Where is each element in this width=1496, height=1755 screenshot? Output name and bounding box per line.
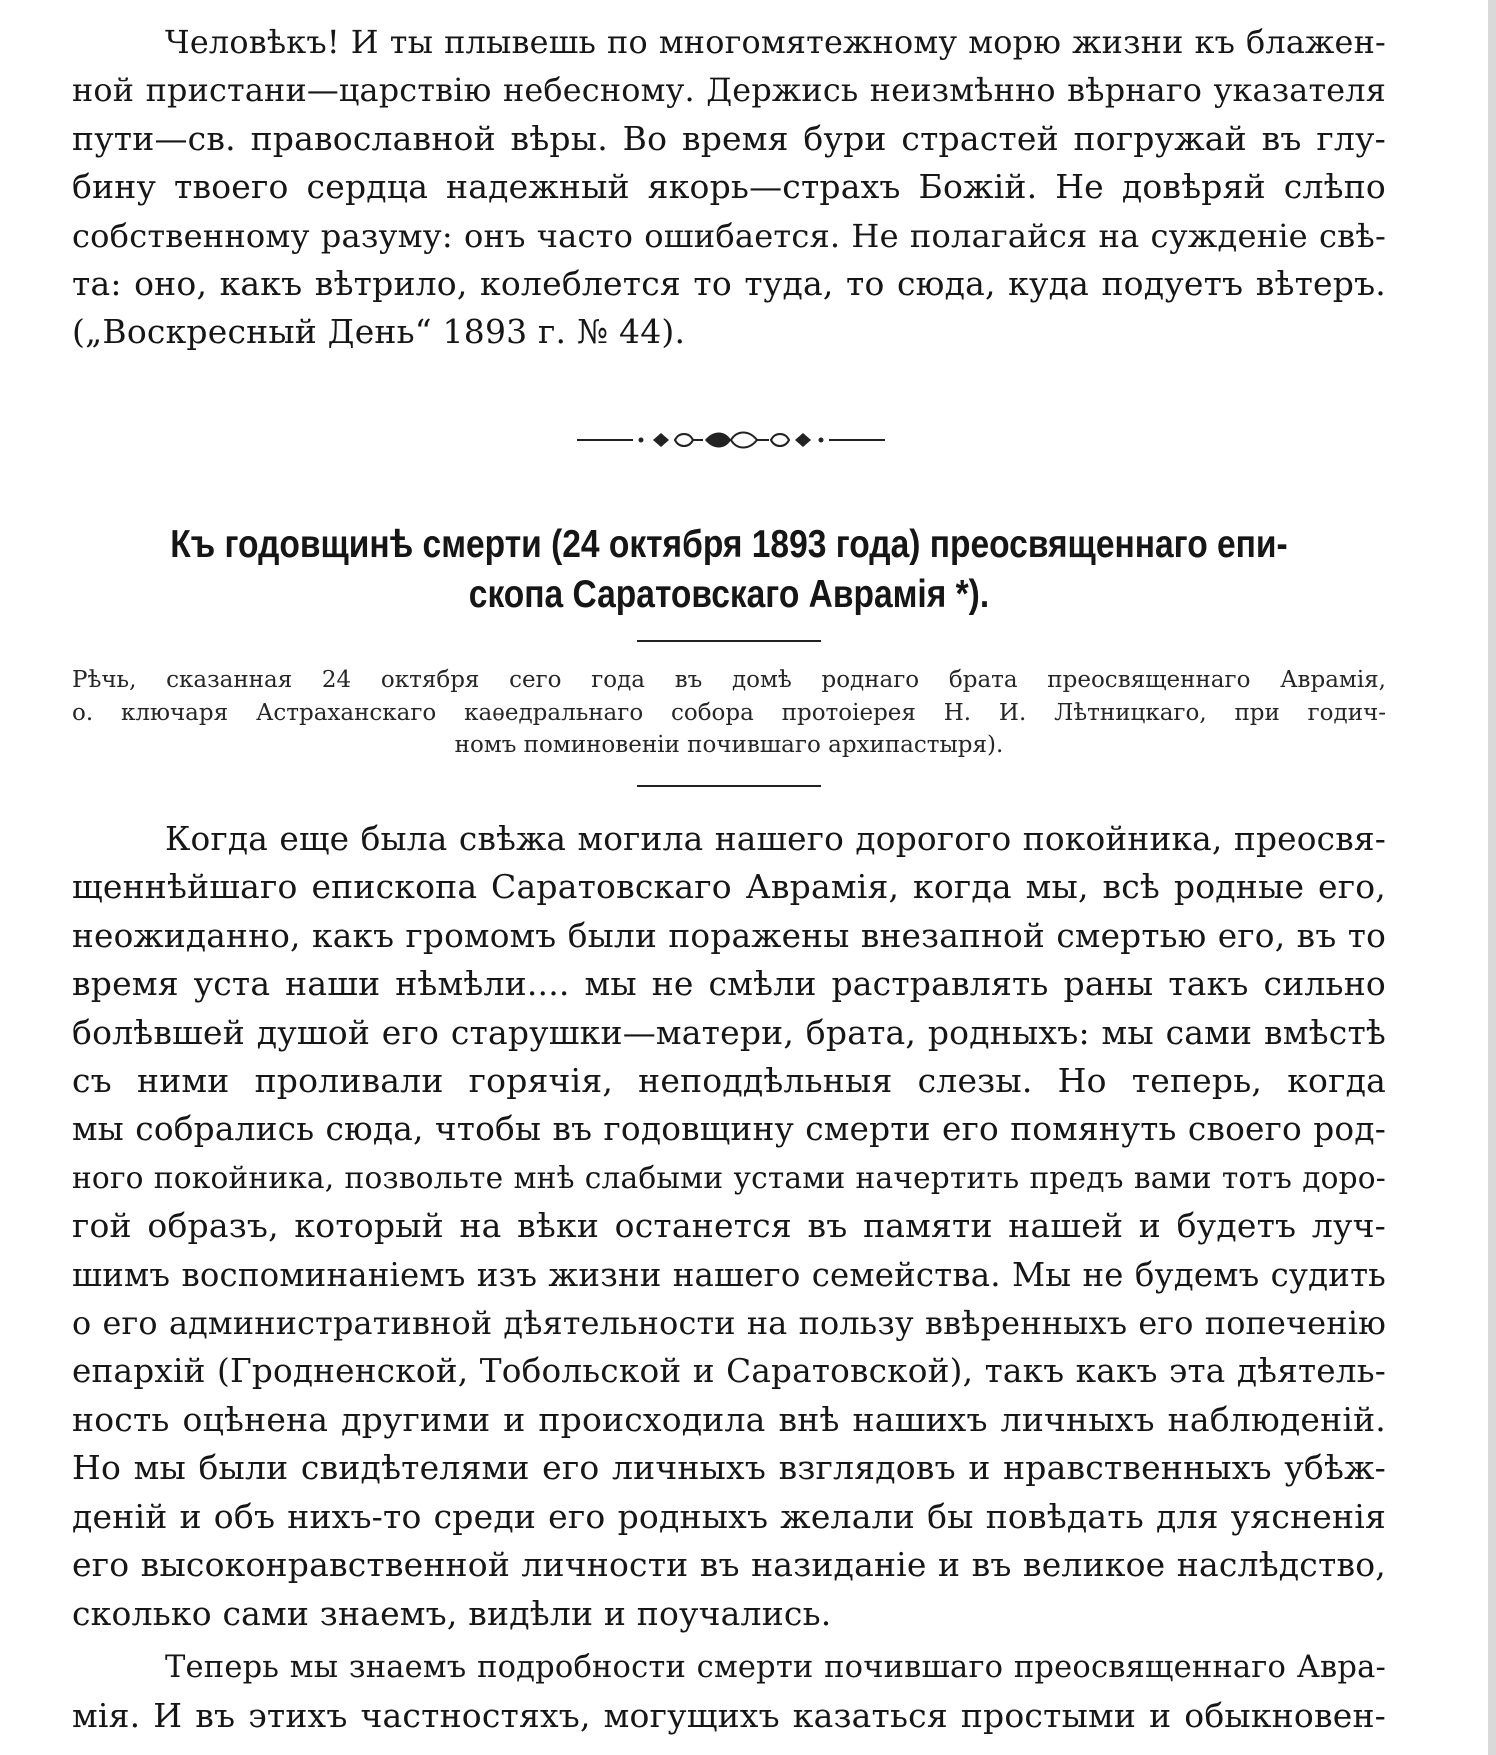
text-line: („Воскресный День“ 1893 г. № 44). (72, 312, 686, 352)
text-line: болѣвшей душой его старушки—матери, брата, родныхъ: мы сами вмѣстѣ (72, 1012, 1386, 1052)
text-line: шимъ воспоминаніемъ изъ жизни нашего семейства. Мы не будемъ судить (72, 1255, 1386, 1294)
intro-paragraph (72, 18, 1386, 357)
text-line: собственному разуму: онъ часто ошибается. Не полагайся на сужденіе свѣ- (72, 216, 1386, 255)
subtitle-line: Рѣчь, сказанная 24 октября сего года въ домѣ роднаго брата преосвященнаго Аврамія, (72, 667, 1386, 693)
text-line: ность оцѣнена другими и происходила внѣ нашихъ личныхъ наблюденій. (72, 1399, 1386, 1439)
title-line: скопа Саратовскаго Аврамія *). (468, 573, 990, 616)
text-line: Человѣкъ! И ты плывешь по многомятежному морю жизни къ блажен- (165, 23, 1386, 61)
text-line: деній и объ нихъ-то среди его родныхъ желали бы повѣдать для уясненія (72, 1496, 1386, 1536)
text-line: гой образъ, который на вѣки останется въ памяти нашей и будетъ луч- (72, 1206, 1386, 1246)
ornamental-divider (575, 425, 887, 455)
paragraph (72, 815, 1386, 1638)
page-edge-shadow (1488, 0, 1496, 1755)
title-line: Къ годовщинѣ смерти (24 октября 1893 года) преосвященнаго епи- (170, 523, 1288, 566)
text-line: та: оно, какъ вѣтрило, колеблется то туда, то сюда, куда подуетъ вѣтеръ. (72, 264, 1386, 304)
article-subtitle (72, 664, 1386, 762)
text-line: Но мы были свидѣтелями его личныхъ взглядовъ и нравственныхъ убѣж- (72, 1448, 1386, 1488)
text-line: щеннѣйшаго епископа Саратовскаго Аврамія, когда мы, всѣ родные его, (72, 867, 1386, 907)
text-line: время уста наши нѣмѣли.... мы не смѣли растравлять раны такъ сильно (72, 964, 1386, 1004)
text-line: пути—св. православной вѣры. Во время бури страстей погружай въ глу- (72, 118, 1386, 158)
text-line: неожиданно, какъ громомъ были поражены внезапной смертью его, въ то (72, 916, 1386, 955)
subtitle-line: о. ключаря Астраханскаго каѳедральнаго собора протоіерея Н. И. Лѣтницкаго, при годич- (72, 699, 1386, 726)
subtitle-line: номъ поминовеніи почившаго архипастыря). (454, 732, 1004, 758)
text-line: Когда еще была свѣжа могила нашего дорогого покойника, преосвя- (165, 820, 1386, 858)
text-line: бину твоего сердца надежный якорь—страхъ Божій. Не довѣряй слѣпо (72, 167, 1386, 207)
paragraph (72, 1644, 1386, 1741)
speech-body (72, 815, 1386, 1741)
text-line: сколько сами знаемъ, видѣли и поучались. (72, 1593, 832, 1633)
text-line: съ ними проливали горячія, неподдѣльныя слезы. Но теперь, когда (72, 1061, 1386, 1101)
title-rule (637, 640, 821, 642)
text-line: мы собрались сюда, чтобы въ годовщину смерти его помянуть своего род- (72, 1110, 1386, 1149)
text-line: ной пристани—царствію небесному. Держись неизмѣнно вѣрнаго указателя (72, 71, 1386, 110)
text-line: Теперь мы знаемъ подробности смерти почившаго преосвященнаго Авра- (165, 1649, 1386, 1685)
text-line: его высоконравственной личности въ назиданіе и въ великое наслѣдство, (72, 1545, 1386, 1585)
text-line: мія. И въ этихъ частностяхъ, могущихъ казаться простыми и обыкновен- (72, 1696, 1386, 1736)
article-title (164, 520, 1294, 620)
text-line: о его административной дѣятельности на пользу ввѣренныхъ его попеченію (72, 1304, 1386, 1343)
text-line: ного покойника, позвольте мнѣ слабыми устами начертить предъ вами тотъ доро- (72, 1160, 1386, 1195)
subtitle-rule (637, 785, 821, 787)
text-line: епархій (Гродненской, Тобольской и Саратовской), такъ какъ эта дѣятель- (72, 1352, 1386, 1391)
